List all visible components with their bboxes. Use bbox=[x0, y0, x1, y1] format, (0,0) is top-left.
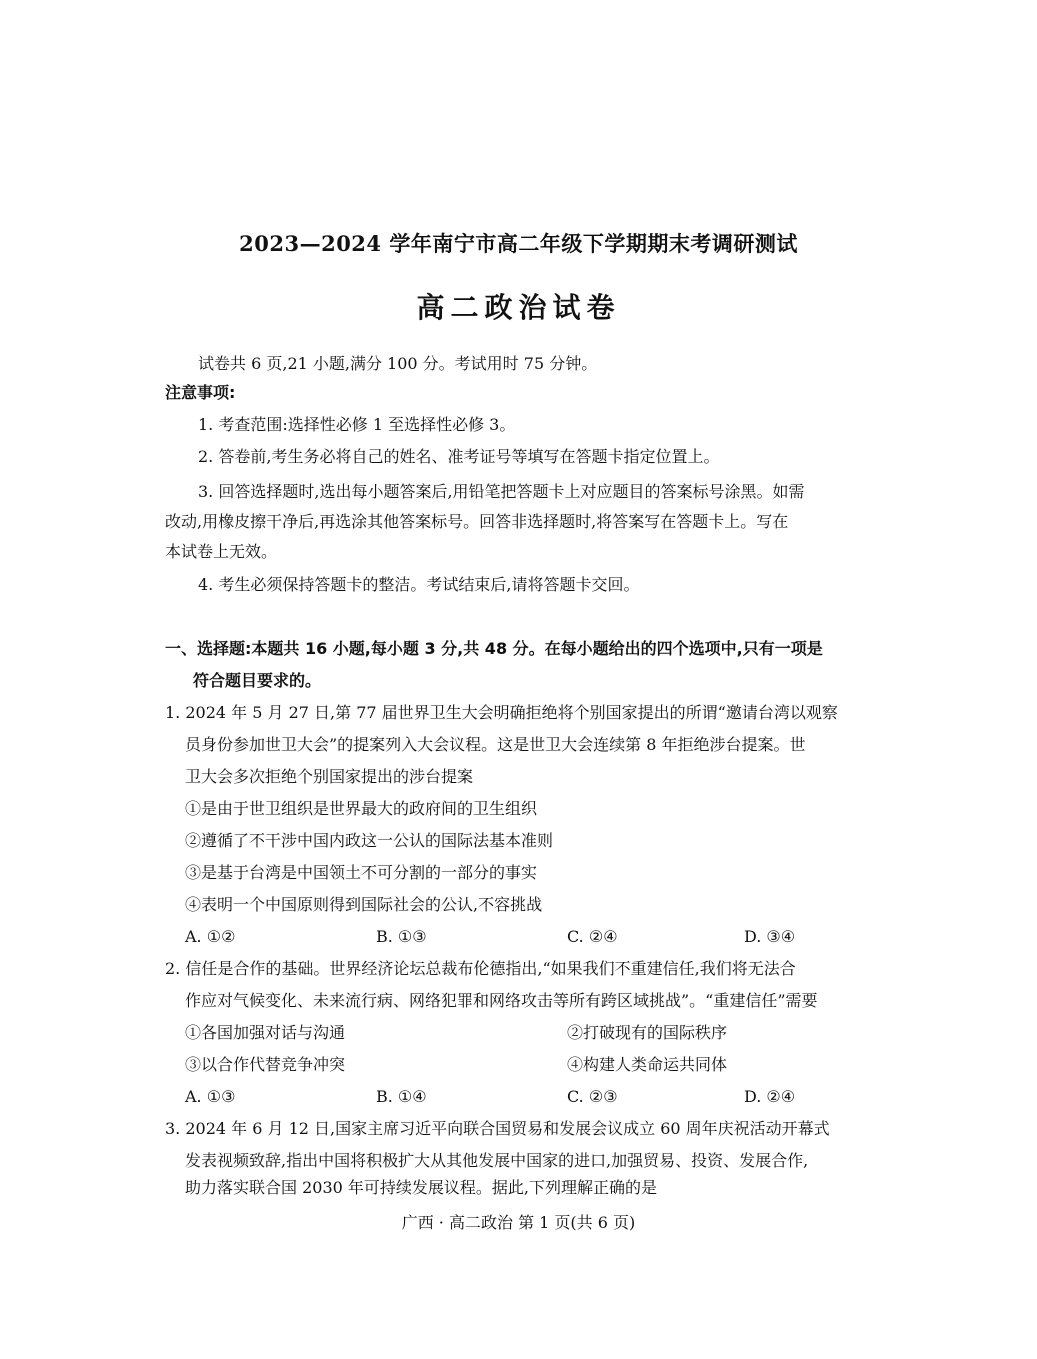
answer-option: B. ①④ bbox=[376, 1087, 427, 1106]
question-statement: ③是基于台湾是中国领土不可分割的一部分的事实 bbox=[185, 863, 538, 882]
question-statement: ①各国加强对话与沟通 bbox=[185, 1023, 346, 1042]
notice-item-continued: 改动,用橡皮擦干净后,再选涂其他答案标号。回答非选择题时,将答案写在答题卡上。写在 bbox=[165, 512, 789, 531]
notice-item: 4. 考生必须保持答题卡的整洁。考试结束后,请将答题卡交回。 bbox=[198, 575, 640, 594]
answer-option: C. ②③ bbox=[567, 1087, 618, 1106]
answer-option: B. ①③ bbox=[376, 927, 427, 946]
notice-item-continued: 本试卷上无效。 bbox=[165, 542, 278, 561]
question-stem: 助力落实联合国 2030 年可持续发展议程。据此,下列理解正确的是 bbox=[185, 1178, 657, 1197]
notice-item: 3. 回答选择题时,选出每小题答案后,用铅笔把答题卡上对应题目的答案标号涂黑。如需 bbox=[198, 482, 805, 501]
notice-item: 2. 答卷前,考生务必将自己的姓名、准考证号等填写在答题卡指定位置上。 bbox=[198, 447, 720, 466]
exam-intro: 试卷共 6 页,21 小题,满分 100 分。考试用时 75 分钟。 bbox=[198, 354, 598, 373]
page-footer: 广西 · 高二政治 第 1 页(共 6 页) bbox=[401, 1213, 636, 1232]
answer-option: A. ①③ bbox=[185, 1087, 236, 1106]
question-statement: ③以合作代替竞争冲突 bbox=[185, 1055, 346, 1074]
answer-option: C. ②④ bbox=[567, 927, 618, 946]
section-heading-continued: 符合题目要求的。 bbox=[193, 671, 322, 690]
question-stem: 作应对气候变化、未来流行病、网络犯罪和网络攻击等所有跨区域挑战”。“重建信任”需要 bbox=[185, 991, 818, 1010]
exam-title: 2023—2024 学年南宁市高二年级下学期期末考调研测试 bbox=[239, 231, 798, 256]
section-heading: 一、选择题:本题共 16 小题,每小题 3 分,共 48 分。在每小题给出的四个选项中,只有一项是 bbox=[165, 639, 823, 658]
question-stem: 发表视频致辞,指出中国将积极扩大从其他发展中国家的进口,加强贸易、投资、发展合作, bbox=[185, 1151, 809, 1170]
answer-option: D. ②④ bbox=[744, 1087, 796, 1106]
question-stem: 2. 信任是合作的基础。世界经济论坛总裁布伦德指出,“如果我们不重建信任,我们将无法合 bbox=[165, 959, 796, 978]
notice-heading: 注意事项: bbox=[165, 383, 236, 402]
question-stem: 卫大会多次拒绝个别国家提出的涉台提案 bbox=[185, 767, 474, 786]
question-statement: ④构建人类命运共同体 bbox=[567, 1055, 728, 1074]
question-statement: ②打破现有的国际秩序 bbox=[567, 1023, 728, 1042]
question-stem: 1. 2024 年 5 月 27 日,第 77 届世界卫生大会明确拒绝将个别国家提出的所谓“邀请台湾以观察 bbox=[165, 703, 838, 722]
question-stem: 3. 2024 年 6 月 12 日,国家主席习近平向联合国贸易和发展会议成立 60 周年庆祝活动开幕式 bbox=[165, 1119, 830, 1138]
exam-subtitle: 高二政治试卷 bbox=[416, 291, 621, 324]
answer-option: D. ③④ bbox=[744, 927, 796, 946]
question-statement: ④表明一个中国原则得到国际社会的公认,不容挑战 bbox=[185, 895, 543, 914]
notice-item: 1. 考查范围:选择性必修 1 至选择性必修 3。 bbox=[198, 415, 516, 434]
question-stem: 员身份参加世卫大会”的提案列入大会议程。这是世卫大会连续第 8 年拒绝涉台提案。世 bbox=[185, 735, 806, 754]
question-statement: ②遵循了不干涉中国内政这一公认的国际法基本准则 bbox=[185, 831, 554, 850]
answer-option: A. ①② bbox=[185, 927, 236, 946]
question-statement: ①是由于世卫组织是世界最大的政府间的卫生组织 bbox=[185, 799, 538, 818]
